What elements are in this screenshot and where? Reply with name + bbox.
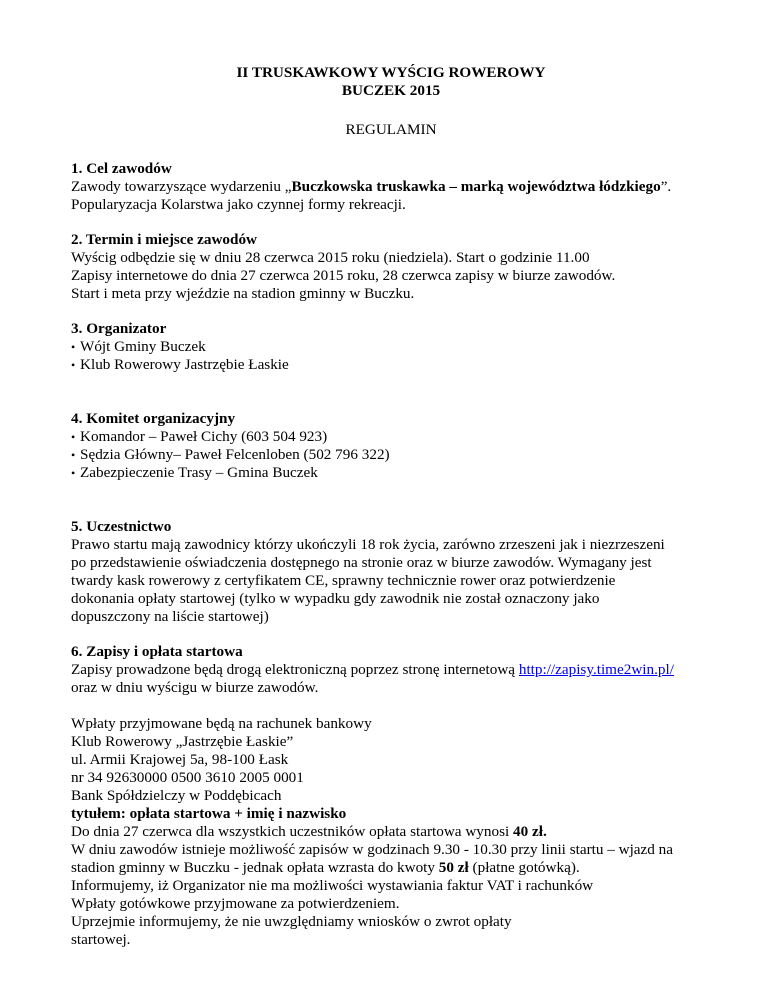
paragraph-line: Uprzejmie informujemy, że nie uwzględniamy wniosków o zwrot opłaty bbox=[71, 913, 512, 930]
section-date-place bbox=[71, 231, 711, 303]
paragraph-line: po przedstawienie oświadczenia dostępnego na stronie oraz w biurze zawodów. Wymagany jest bbox=[71, 554, 652, 571]
list-item: • Komandor – Paweł Cichy (603 504 923) bbox=[71, 428, 711, 446]
section-heading: 3. Organizator bbox=[71, 320, 167, 337]
paragraph-line: Prawo startu mają zawodnicy którzy ukończyli 18 rok życia, zarówno zrzeszeni jak i niezrzeszeni bbox=[71, 536, 665, 553]
bank-account-number: nr 34 92630000 0500 3610 2005 0001 bbox=[71, 769, 304, 786]
section-organizer bbox=[71, 320, 711, 374]
bank-line: Wpłaty przyjmowane będą na rachunek bankowy bbox=[71, 715, 372, 732]
list-item: • Klub Rowerowy Jastrzębie Łaskie bbox=[71, 356, 711, 374]
text-span: stadion gminny w Buczku - jednak opłata wzrasta do kwoty bbox=[71, 859, 439, 876]
section-heading: 5. Uczestnictwo bbox=[71, 518, 172, 535]
paragraph-line: oraz w dniu wyścigu w biurze zawodów. bbox=[71, 679, 319, 696]
paragraph-line bbox=[71, 823, 711, 841]
list-item: • Zabezpieczenie Trasy – Gmina Buczek bbox=[71, 464, 711, 482]
registration-link[interactable]: http://zapisy.time2win.pl/ bbox=[518, 661, 674, 678]
paragraph-line bbox=[71, 178, 711, 196]
text-span: (płatne gotówką). bbox=[468, 859, 580, 876]
bank-line: Klub Rowerowy „Jastrzębie Łaskie” bbox=[71, 733, 294, 750]
document-page bbox=[71, 64, 711, 949]
fee-amount: 40 zł. bbox=[513, 823, 547, 840]
title-line-1: II TRUSKAWKOWY WYŚCIG ROWEROWY bbox=[236, 64, 546, 81]
paragraph-line: Zapisy internetowe do dnia 27 czerwca 2015 roku, 28 czerwca zapisy w biurze zawodów. bbox=[71, 267, 616, 284]
list-item: • Wójt Gminy Buczek bbox=[71, 338, 711, 356]
document-title bbox=[71, 64, 711, 100]
paragraph-line: startowej. bbox=[71, 931, 131, 948]
section-registration bbox=[71, 643, 711, 949]
paragraph-line: dopuszczony na liście startowej) bbox=[71, 608, 269, 625]
paragraph-line: Wpłaty gotówkowe przyjmowane za potwierdzeniem. bbox=[71, 895, 400, 912]
title-line-2: BUCZEK 2015 bbox=[341, 82, 441, 99]
text-span: ”. bbox=[660, 178, 672, 195]
bank-details bbox=[71, 715, 711, 949]
text-span: Do dnia 27 czerwca dla wszystkich uczestników opłata startowa wynosi bbox=[71, 823, 513, 840]
paragraph-line: twardy kask rowerowy z certyfikatem CE, sprawny technicznie rower oraz potwierdzenie bbox=[71, 572, 616, 589]
text-span: Zapisy prowadzone będą drogą elektroniczną poprzez stronę internetową bbox=[71, 661, 519, 678]
paragraph-line bbox=[71, 661, 711, 679]
paragraph-line: W dniu zawodów istnieje możliwość zapisów w godzinach 9.30 - 10.30 przy linii startu – wjazd na bbox=[71, 841, 674, 858]
text-span: Zawody towarzyszące wydarzeniu „ bbox=[71, 178, 292, 195]
paragraph-line: Informujemy, iż Organizator nie ma możliwości wystawiania faktur VAT i rachunków bbox=[71, 877, 594, 894]
transfer-title: tytułem: opłata startowa + imię i nazwisko bbox=[71, 805, 347, 822]
list-item: • Sędzia Główny– Paweł Felcenloben (502 796 322) bbox=[71, 446, 711, 464]
event-name-bold: Buczkowska truskawka – marką województwa łódzkiego bbox=[291, 178, 661, 195]
bank-line: Bank Spółdzielczy w Poddębicach bbox=[71, 787, 282, 804]
section-committee bbox=[71, 410, 711, 482]
section-goal bbox=[71, 160, 711, 214]
section-heading: 6. Zapisy i opłata startowa bbox=[71, 643, 243, 660]
section-heading: 1. Cel zawodów bbox=[71, 160, 172, 177]
bank-line: ul. Armii Krajowej 5a, 98-100 Łask bbox=[71, 751, 289, 768]
paragraph-line bbox=[71, 859, 711, 877]
paragraph-line: Popularyzacja Kolarstwa jako czynnej formy rekreacji. bbox=[71, 196, 406, 213]
fee-amount: 50 zł bbox=[438, 859, 469, 876]
paragraph-line: Wyścig odbędzie się w dniu 28 czerwca 2015 roku (niedziela). Start o godzinie 11.00 bbox=[71, 249, 590, 266]
paragraph-line: dokonania opłaty startowej (tylko w wypadku gdy zawodnik nie został oznaczony jako bbox=[71, 590, 600, 607]
paragraph-line: Start i meta przy wjeździe na stadion gminny w Buczku. bbox=[71, 285, 415, 302]
document-subtitle: REGULAMIN bbox=[345, 121, 437, 138]
section-participation bbox=[71, 518, 711, 626]
section-heading: 2. Termin i miejsce zawodów bbox=[71, 231, 258, 248]
section-heading: 4. Komitet organizacyjny bbox=[71, 410, 236, 427]
